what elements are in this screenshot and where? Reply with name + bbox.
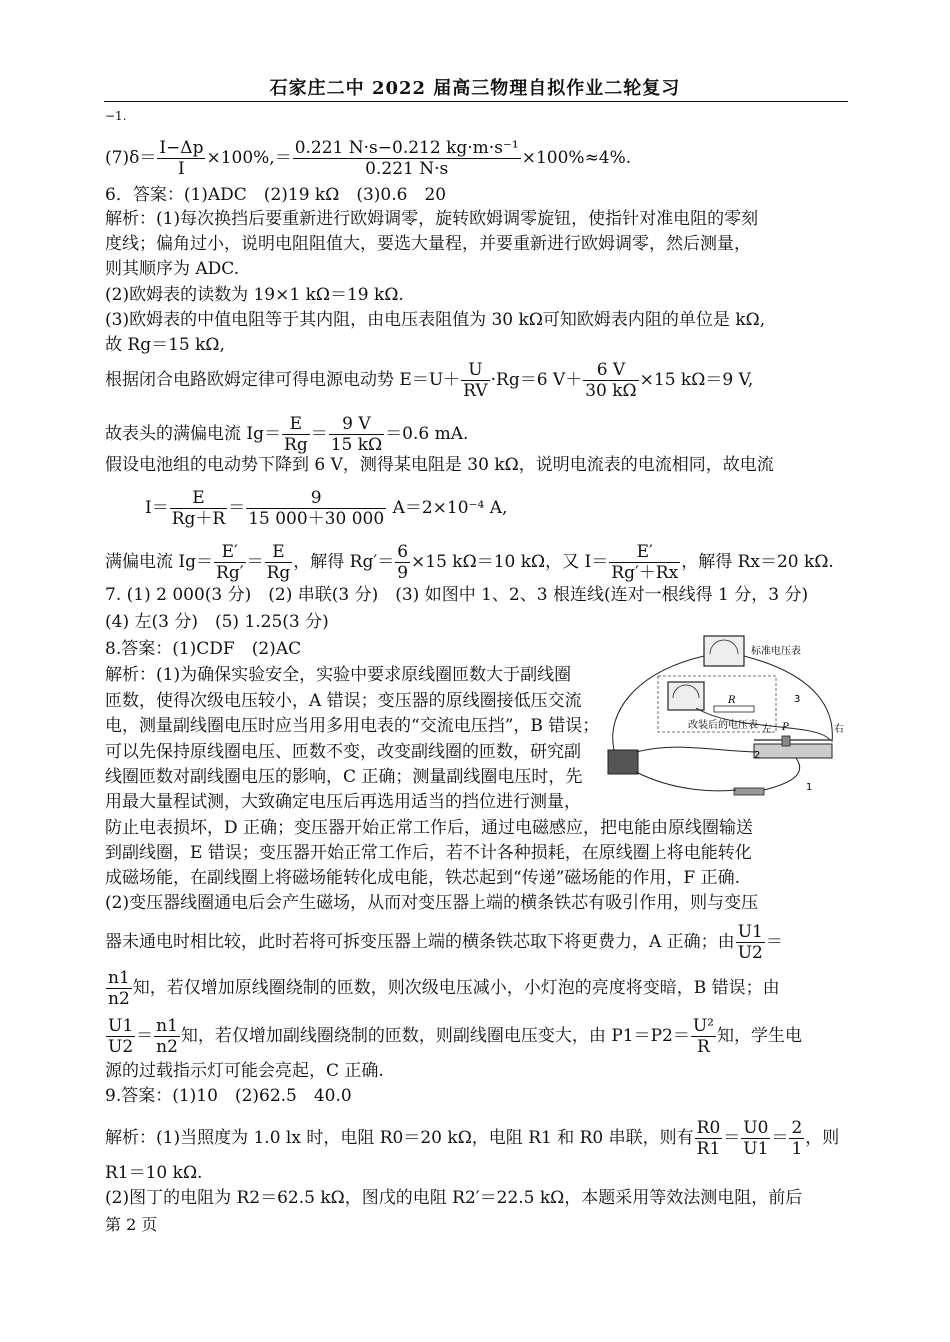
denominator: 1 (791, 1139, 803, 1159)
formula-line: I＝ $\frac{E}{Rg+R}$ ＝ $\frac{9}{15 000+30 000}$ A＝2×10⁻⁴ A, (145, 488, 508, 529)
numerator: 6 V (583, 360, 638, 381)
text-line: (2)变压器线圈通电后会产生磁场，从而对变压器上端的横条铁芯有吸引作用，则与变压 (105, 893, 759, 913)
text: 器未通电时相比较，此时若将可拆变压器上端的横条铁芯取下将更费力，A 正确；由 (105, 932, 735, 952)
denominator: Rg＋R (171, 509, 226, 529)
formula-line: 满偏电流 Ig＝ $\frac{E'}{Rg'}$ ＝ $\frac{E}{Rg}$ ，解得 Rg′＝ $\frac{6}{9}$ ×15 kΩ＝10 kΩ，又 I＝ $\frac{E'}{Rg'+Rx}$ ，解得 Rx＝20 kΩ. (105, 542, 834, 583)
text: ·Rg＝6 V＋ (490, 370, 583, 390)
formula-line (105, 922, 783, 963)
denominator: R (697, 1037, 710, 1057)
text-line: 故 Rg＝15 kΩ, (105, 335, 225, 355)
numerator: U1 (737, 922, 763, 942)
numerator: E (170, 488, 227, 509)
numerator: E′ (609, 542, 680, 563)
text: ×100%≈4%. (521, 148, 632, 168)
fraction (154, 1016, 180, 1057)
numerator: E (265, 542, 293, 563)
text-line: 成磁场能，在副线圈上将磁场能转化成电能，铁芯起到“传递”磁场能的作用，F 正确. (105, 868, 740, 888)
label-resistor-r: R (728, 695, 736, 706)
page-header: 石家庄二中 2022 届高三物理自拟作业二轮复习 (269, 78, 681, 99)
text: ×15 kΩ＝9 V, (639, 370, 754, 390)
text: I＝ (145, 498, 169, 518)
numerator: U0 (743, 1118, 769, 1138)
denominator: U2 (108, 1037, 134, 1057)
text-line: 度线；偏角过小，说明电阻阻值大，要选大量程，并要重新进行欧姆调零，然后测量， (105, 234, 751, 254)
formula-line (105, 360, 753, 401)
denominator: U1 (743, 1139, 769, 1159)
numerator: I−Δp (159, 138, 204, 158)
fraction (583, 360, 638, 401)
label-slider-p: P (782, 722, 789, 733)
numerator: U² (692, 1016, 714, 1036)
text: (7)δ＝ (105, 148, 157, 168)
numerator: n1 (156, 1016, 178, 1036)
denominator: Rg′＋Rx (611, 563, 679, 583)
label-wire-2: 2 (754, 750, 761, 761)
wire-1 (764, 758, 800, 790)
fraction (609, 542, 680, 583)
text: 知，若仅增加副线圈绕制的匝数，则副线圈电压变大，由 P1＝P2＝ (180, 1026, 690, 1046)
numerator: U (461, 360, 489, 381)
fraction (265, 542, 293, 583)
text: ×100%,＝ (206, 148, 292, 168)
label-standard-voltmeter: 标准电压表 (751, 646, 801, 657)
numerator: R0 (696, 1118, 721, 1138)
text: ＝ (765, 932, 783, 952)
text: A＝2×10⁻⁴ A, (387, 498, 508, 518)
numerator: E (282, 414, 310, 435)
numerator: U1 (108, 1016, 134, 1036)
text: 满偏电流 Ig＝ (105, 552, 214, 572)
fraction (282, 414, 310, 455)
answer-line: 7. (1) 2 000(3 分) (2) 串联(3 分) (3) 如图中 1、2、3 根连线(连对一根线得 1 分，3 分) (105, 585, 809, 605)
text-line: 解析：(1)每次换挡后要重新进行欧姆调零，旋转欧姆调零旋钮，使指针对准电阻的零刻 (105, 209, 759, 229)
answer-line: (4) 左(3 分) (5) 1.25(3 分) (105, 612, 329, 632)
text-line: 则其顺序为 ADC. (105, 259, 240, 279)
battery (608, 750, 638, 774)
header-rule (104, 101, 848, 102)
label-wire-3: 3 (794, 694, 801, 705)
fraction (691, 1016, 716, 1057)
fraction (106, 1016, 135, 1057)
fraction (789, 1118, 804, 1159)
text-line: (2)欧姆表的读数为 19×1 kΩ＝19 kΩ. (105, 285, 404, 305)
text: ＝0.6 mA. (385, 424, 469, 444)
text-line: 解析：(1)为确保实验安全，实验中要求原线圈匝数大于副线圈 (105, 665, 572, 685)
text: 解析：(1)当照度为 1.0 lx 时，电阻 R0＝20 kΩ，电阻 R1 和 R0 串联，则有 (105, 1128, 694, 1148)
text-line: 线圈匝数对副线圈电压的影响，C 正确；测量副线圈电压时，先 (105, 767, 583, 787)
numerator: n1 (108, 968, 130, 988)
rheostat (754, 744, 832, 758)
text: 根据闭合电路欧姆定律可得电源电动势 E＝U＋ (105, 370, 461, 390)
text: ×15 kΩ＝10 kΩ，又 I＝ (411, 552, 609, 572)
fraction (329, 414, 384, 455)
fraction (741, 1118, 770, 1159)
numerator: E′ (214, 542, 246, 563)
text-line: R1＝10 kΩ. (105, 1163, 203, 1183)
switch (734, 788, 764, 795)
wire-2 (636, 747, 756, 752)
denominator: I (178, 159, 185, 179)
fraction (170, 488, 227, 529)
answer-line: 8.答案：(1)CDF (2)AC (105, 639, 302, 659)
fraction (106, 968, 132, 1009)
numerator: 0.221 N·s−0.212 kg·m·s⁻¹ (294, 138, 519, 158)
denominator: Rg (284, 435, 308, 455)
wire (636, 772, 736, 791)
text: ，则 (805, 1128, 840, 1148)
denominator: R1 (696, 1139, 721, 1159)
denominator: n2 (108, 989, 130, 1009)
numerator: 9 (246, 488, 386, 509)
denominator: 9 (397, 563, 409, 583)
fraction (293, 138, 521, 179)
text-line: 用最大量程试测，大致确定电压后再选用适当的挡位进行测量， (105, 792, 581, 812)
text-line: 假设电池组的电动势下降到 6 V，测得某电阻是 30 kΩ，说明电流表的电流相同，故电流 (105, 455, 774, 475)
denominator: RV (463, 381, 488, 401)
text-line: (2)图丁的电阻为 R2＝62.5 kΩ，图戊的电阻 R2′＝22.5 kΩ，本题采用等效法测电阻，前后 (105, 1188, 803, 1208)
fraction (157, 138, 205, 179)
denominator: U2 (737, 943, 763, 963)
numerator: 9 V (329, 414, 384, 435)
text-line: 可以先保持原线圈电压、匝数不变，改变副线圈的匝数，研究副 (105, 742, 581, 762)
text: 知，若仅增加原线圈绕制的匝数，则次级电压减小，小灯泡的亮度将变暗，B 错误；由 (132, 978, 780, 998)
label-right: 右 (834, 724, 844, 735)
answer-line: 9.答案：(1)10 (2)62.5 40.0 (105, 1086, 352, 1106)
formula-line (105, 138, 631, 179)
fraction (461, 360, 489, 401)
series-resistor (714, 706, 754, 712)
answer-line: 6．答案：(1)ADC (2)19 kΩ (3)0.6 20 (105, 185, 447, 205)
label-modified-voltmeter: 改装后的电压表 (688, 720, 758, 731)
text: ，解得 Rg′＝ (293, 552, 395, 572)
denominator: 30 kΩ (585, 381, 637, 401)
denominator: n2 (156, 1037, 178, 1057)
slider-p (782, 736, 790, 746)
text-line: 电，测量副线圈电压时应当用多用电表的“交流电压挡”，B 错误； (105, 716, 600, 736)
denominator: 0.221 N·s (365, 159, 449, 179)
text-line: 到副线圈，E 错误；变压器开始正常工作后，若不计各种损耗，在原线圈上将电能转化 (105, 843, 752, 863)
text: 知，学生电 (717, 1026, 802, 1046)
fraction (246, 488, 386, 529)
denominator: 15 kΩ (330, 435, 383, 455)
denominator: 15 000＋30 000 (248, 509, 385, 529)
denominator: Rg (266, 563, 291, 583)
text-line: 源的过载指示灯可能会亮起，C 正确. (105, 1061, 384, 1081)
fraction (395, 542, 410, 583)
denominator: Rg′ (216, 563, 244, 583)
numerator: 6 (397, 542, 409, 562)
circuit-figure (596, 632, 848, 802)
fraction (214, 542, 246, 583)
text: 故表头的满偏电流 Ig＝ (105, 424, 282, 444)
label-wire-1: 1 (806, 782, 813, 793)
text-line: 匝数，使得次级电压较小，A 错误；变压器的原线圈接低压交流 (105, 691, 582, 711)
fraction (736, 922, 765, 963)
formula-line: 解析：(1)当照度为 1.0 lx 时，电阻 R0＝20 kΩ，电阻 R1 和 R0 串联，则有 $\frac{R0}{R1}$ ＝ $\frac{U0}{U1}$ ＝ $\frac{2}{1}$ ，则 (105, 1118, 840, 1159)
page-number: 第 2 页 (105, 1215, 158, 1234)
label-left: 左 (762, 724, 772, 735)
text-line: (3)欧姆表的中值电阻等于其内阻，由电压表阻值为 30 kΩ可知欧姆表内阻的单位是 kΩ, (105, 310, 766, 330)
text-line: −1. (105, 109, 127, 123)
formula-line: 故表头的满偏电流 Ig＝ $\frac{E}{Rg}$ ＝ $\frac{9 V}{15 k\Omega}$ ＝0.6 mA. (105, 414, 469, 455)
numerator: 2 (791, 1118, 803, 1138)
text: ，解得 Rx＝20 kΩ. (681, 552, 834, 572)
fraction (695, 1118, 723, 1159)
formula-line (105, 968, 780, 1009)
formula-line: $\frac{U1}{U2}$ ＝ $\frac{n1}{n2}$ 知，若仅增加副线圈绕制的匝数，则副线圈电压变大，由 P1＝P2＝ $\frac{\text{U²}}{R}$ 知，学生电 (108, 1016, 802, 1057)
text-line: 防止电表损坏，D 正确；变压器开始正常工作后，通过电磁感应，把电能由原线圈输送 (105, 818, 754, 838)
